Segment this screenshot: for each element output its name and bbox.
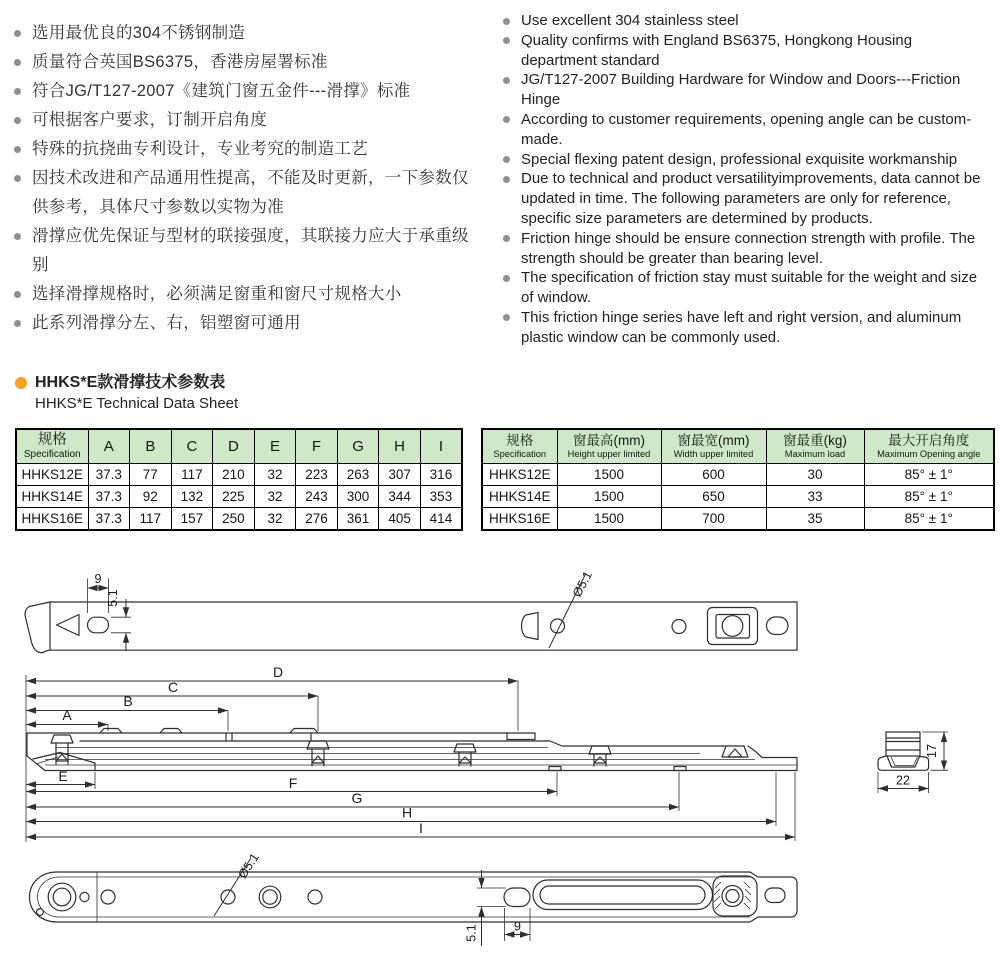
dim-label-F: F [288, 775, 298, 791]
col-header: I [420, 429, 462, 464]
table-row: HHKS12E 37.3 77 117 210 32 223 263 307 316 [16, 464, 462, 486]
section-title-cn: HHKS*E款滑撑技术参数表 [35, 374, 226, 391]
col-header-height: 窗最高(mm) Height upper limited [557, 429, 661, 464]
section-bullet-icon [15, 377, 27, 389]
section-title-en: HHKS*E Technical Data Sheet [35, 395, 239, 412]
bullet-icon [14, 30, 21, 37]
bullet-icon [503, 37, 510, 44]
table-row: HHKS14E 1500 650 33 85° ± 1° [482, 486, 994, 508]
slot-cutout [765, 888, 785, 903]
bullet-icon [14, 233, 21, 240]
feature-text: Special flexing patent design, professional exquisite workmanship [521, 150, 958, 168]
feature-text: 滑撑应优先保证与型材的联接强度，其联接力应大于承重级别 [32, 227, 469, 274]
bullet-icon [14, 146, 21, 153]
feature-item-en [503, 150, 989, 170]
slot-cutout [504, 888, 530, 907]
table-row: HHKS16E 37.3 117 157 250 32 276 361 405 414 [16, 508, 462, 531]
col-header: F [296, 429, 338, 464]
hole [80, 892, 89, 901]
feature-text: Use excellent 304 stainless steel [521, 12, 739, 29]
col-header: E [254, 429, 296, 464]
feature-item-en [503, 169, 989, 228]
feature-text: Quality confirms with England BS6375, Hongkong Housing department standard [521, 31, 913, 69]
feature-item-en [503, 268, 989, 308]
bullet-icon [503, 18, 510, 25]
limit-table [481, 428, 995, 531]
bullet-icon [503, 176, 510, 183]
hole [672, 620, 686, 634]
feature-item-cn [14, 77, 478, 106]
bullet-icon [14, 291, 21, 298]
feature-text: 质量符合英国BS6375，香港房屋署标准 [32, 53, 328, 71]
col-header: C [171, 429, 213, 464]
feature-item-cn [14, 135, 478, 164]
dim-label-5-1: 5.1 [464, 924, 479, 942]
dim-label-C: C [167, 679, 179, 695]
bullet-icon [14, 320, 21, 327]
pivot-hole [48, 883, 76, 911]
feature-item-cn [14, 106, 478, 135]
feature-text: 符合JG/T127-2007《建筑门窗五金件---滑撑》标准 [32, 82, 411, 100]
col-header-load: 窗最重(kg) Maximum load [766, 429, 864, 464]
long-slot [533, 880, 713, 910]
col-header: A [88, 429, 130, 464]
dim-label-9: 9 [94, 572, 102, 586]
feature-item-cn [14, 309, 478, 338]
dim-label-9: 9 [514, 919, 521, 934]
table-header-row [16, 429, 462, 464]
triangle-cutout [57, 615, 80, 636]
bullet-icon [14, 175, 21, 182]
feature-text: 此系列滑撑分左、右，铝塑窗可通用 [32, 314, 301, 332]
features-list-cn [14, 19, 478, 338]
feature-item-en [503, 31, 989, 71]
feature-text: This friction hinge series have left and right version, and aluminum plastic window can be commonly used. [521, 308, 962, 346]
col-header-width: 窗最宽(mm) Width upper limited [661, 429, 766, 464]
table-row: HHKS12E 1500 600 30 85° ± 1° [482, 464, 994, 486]
feature-text: Due to technical and product versatilityimprovements, data cannot be updated in time. The following parameters are only for reference, specific size parameters are determined by products. [521, 170, 981, 227]
feature-text: Friction hinge should be ensure connection strength with profile. The strength should be greater than bearing level. [521, 229, 976, 267]
bullet-icon [14, 117, 21, 124]
col-header-spec: 规格 Specification [482, 429, 557, 464]
dim-label-D: D [272, 664, 284, 680]
slot-cutout [88, 617, 109, 633]
dim-label-22: 22 [896, 773, 910, 788]
feature-text: 因技术改进和产品通用性提高，不能及时更新，一下参数仅供参考，具体尺寸参数以实物为准 [32, 169, 469, 216]
d-cutout [522, 613, 539, 640]
col-header: B [130, 429, 172, 464]
dia-label: Ø5.1 [569, 568, 596, 600]
dia-label: Ø5.1 [235, 850, 262, 882]
dim-label-E: E [58, 768, 68, 784]
features-list-en [503, 11, 989, 348]
feature-item-en [503, 11, 989, 31]
dim-label-H: H [401, 804, 413, 821]
dim-label-B: B [123, 693, 133, 709]
arm-plan-view [30, 851, 798, 946]
feature-item-en [503, 308, 989, 348]
section-titles [35, 372, 238, 414]
technical-drawing [0, 545, 1000, 960]
table-header-row [482, 429, 994, 464]
col-header: H [379, 429, 421, 464]
feature-text: 选择滑撑规格时，必须满足窗重和窗尺寸规格大小 [32, 285, 402, 303]
feature-text: According to customer requirements, opening angle can be custom-made. [521, 110, 972, 148]
feature-item-cn [14, 222, 478, 280]
dim-label-G: G [351, 790, 363, 806]
col-header: D [213, 429, 255, 464]
section-header [15, 372, 238, 414]
bullet-icon [503, 314, 510, 321]
feature-item-en [503, 110, 989, 150]
feature-item-en [503, 70, 989, 110]
hinge-side-view [26, 664, 797, 842]
col-header-spec: 规格 Specification [16, 429, 88, 464]
bullet-icon [503, 77, 510, 84]
pivot-hole [722, 886, 743, 907]
col-header-angle: 最大开启角度 Maximum Opening angle [864, 429, 994, 464]
feature-text: The specification of friction stay must suitable for the weight and size of window. [521, 269, 978, 307]
dim-label-A: A [62, 707, 72, 723]
hole [308, 890, 322, 904]
bullet-icon [503, 156, 510, 163]
hole [101, 890, 115, 904]
dim-label-17: 17 [925, 744, 939, 758]
col-header: G [337, 429, 379, 464]
table-row: HHKS16E 1500 700 35 85° ± 1° [482, 508, 994, 531]
bullet-icon [503, 235, 510, 242]
feature-text: 可根据客户要求，订制开启角度 [32, 111, 268, 129]
slot-cutout [767, 617, 789, 635]
bullet-icon [14, 59, 21, 66]
feature-item-cn [14, 164, 478, 222]
bullet-icon [503, 116, 510, 123]
bullet-icon [503, 275, 510, 282]
feature-item-cn [14, 280, 478, 309]
feature-item-en [503, 229, 989, 269]
track-plan-view [25, 569, 797, 653]
feature-item-cn [14, 48, 478, 77]
dimension-table [15, 428, 463, 531]
dim-label-I: I [419, 820, 423, 836]
feature-text: 特殊的抗挠曲专利设计，专业考究的制造工艺 [32, 140, 368, 158]
table-row: HHKS14E 37.3 92 132 225 32 243 300 344 353 [16, 486, 462, 508]
bullet-icon [14, 88, 21, 95]
feature-text: JG/T127-2007 Building Hardware for Window and Doors---Friction Hinge [521, 71, 961, 109]
feature-text: 选用最优良的304不锈钢制造 [32, 24, 246, 42]
dim-label-5-1: 5.1 [106, 589, 120, 607]
feature-item-cn [14, 19, 478, 48]
cross-section-view [878, 732, 948, 793]
